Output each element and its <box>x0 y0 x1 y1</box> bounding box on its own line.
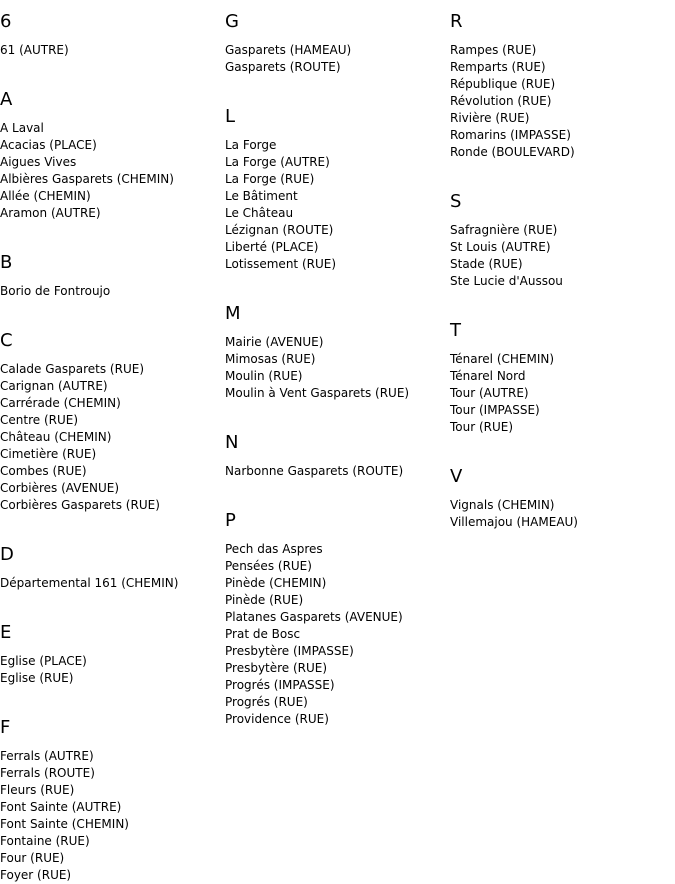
street-item: Centre (RUE) <box>0 413 79 427</box>
index-column-1 <box>0 0 220 884</box>
street-list <box>0 283 220 300</box>
street-list <box>450 222 670 290</box>
street-item: Acacias (PLACE) <box>0 138 97 152</box>
letter-heading: L <box>225 106 236 127</box>
street-list <box>225 42 445 76</box>
street-item: Pinède (RUE) <box>225 593 304 607</box>
letter-heading: C <box>0 330 13 351</box>
letter-group <box>225 433 445 480</box>
group-spacer <box>225 273 445 292</box>
letter-heading: F <box>0 717 11 738</box>
street-item: Aramon (AUTRE) <box>0 206 101 220</box>
street-item: Ferrals (AUTRE) <box>0 749 94 763</box>
street-list <box>0 575 220 592</box>
street-item: La Forge <box>225 138 277 152</box>
street-item: Presbytère (IMPASSE) <box>225 644 354 658</box>
street-item: Eglise (PLACE) <box>0 654 87 668</box>
street-item: Albières Gasparets (CHEMIN) <box>0 172 174 186</box>
street-item: Corbières Gasparets (RUE) <box>0 498 160 512</box>
street-item: Progrés (IMPASSE) <box>225 678 335 692</box>
street-item: La Forge (AUTRE) <box>225 155 330 169</box>
street-item: Rampes (RUE) <box>450 43 537 57</box>
street-item: Remparts (RUE) <box>450 60 546 74</box>
letter-group <box>0 90 220 222</box>
street-item: Château (CHEMIN) <box>0 430 112 444</box>
street-item: Combes (RUE) <box>0 464 87 478</box>
street-item: Ste Lucie d'Aussou <box>450 274 563 288</box>
street-item: Lézignan (ROUTE) <box>225 223 334 237</box>
group-spacer <box>225 480 445 499</box>
street-item: Tour (IMPASSE) <box>450 403 540 417</box>
letter-heading: B <box>0 252 13 273</box>
street-item: Platanes Gasparets (AVENUE) <box>225 610 403 624</box>
street-item: Prat de Bosc <box>225 627 301 641</box>
letter-heading: G <box>225 11 239 32</box>
street-list <box>225 463 445 480</box>
letter-heading: S <box>450 191 462 212</box>
street-item: Font Sainte (AUTRE) <box>0 800 122 814</box>
letter-group <box>0 253 220 300</box>
street-item: Stade (RUE) <box>450 257 523 271</box>
street-item: Moulin à Vent Gasparets (RUE) <box>225 386 410 400</box>
street-item: Villemajou (HAMEAU) <box>450 515 578 529</box>
letter-group <box>0 331 220 514</box>
street-item: Allée (CHEMIN) <box>0 189 91 203</box>
group-spacer <box>0 222 220 241</box>
group-spacer <box>225 76 445 95</box>
street-item: Safragnière (RUE) <box>450 223 558 237</box>
street-item: Ferrals (ROUTE) <box>0 766 95 780</box>
street-item: Pinède (CHEMIN) <box>225 576 327 590</box>
index-column-3 <box>450 0 670 531</box>
street-item: Providence (RUE) <box>225 712 329 726</box>
street-item: Départemental 161 (CHEMIN) <box>0 576 179 590</box>
letter-heading: N <box>225 432 239 453</box>
street-item: Le Château <box>225 206 294 220</box>
street-list <box>450 351 670 436</box>
street-item: Pensées (RUE) <box>225 559 312 573</box>
street-list <box>0 748 220 884</box>
street-item: La Forge (RUE) <box>225 172 315 186</box>
street-item: Foyer (RUE) <box>0 868 72 882</box>
street-item: Borio de Fontroujo <box>0 284 111 298</box>
letter-group <box>0 718 220 884</box>
street-item: Lotissement (RUE) <box>225 257 337 271</box>
group-spacer <box>450 290 670 309</box>
street-item: République (RUE) <box>450 77 556 91</box>
street-item: St Louis (AUTRE) <box>450 240 551 254</box>
street-item: Presbytère (RUE) <box>225 661 328 675</box>
street-item: Ronde (BOULEVARD) <box>450 145 575 159</box>
group-spacer <box>450 161 670 180</box>
street-item: Narbonne Gasparets (ROUTE) <box>225 464 404 478</box>
street-list <box>450 42 670 161</box>
street-item: Font Sainte (CHEMIN) <box>0 817 129 831</box>
letter-group <box>450 12 670 161</box>
street-item: Ténarel Nord <box>450 369 526 383</box>
street-item: Mimosas (RUE) <box>225 352 316 366</box>
street-item: Eglise (RUE) <box>0 671 74 685</box>
letter-group <box>0 623 220 687</box>
street-list <box>0 361 220 514</box>
street-item: Cimetière (RUE) <box>0 447 97 461</box>
street-item: Aigues Vives <box>0 155 77 169</box>
street-item: Mairie (AVENUE) <box>225 335 324 349</box>
letter-group <box>225 12 445 76</box>
street-item: Liberté (PLACE) <box>225 240 319 254</box>
index-column-2 <box>225 0 445 728</box>
street-item: Tour (RUE) <box>450 420 514 434</box>
group-spacer <box>0 592 220 611</box>
letter-heading: E <box>0 622 12 643</box>
street-list <box>450 497 670 531</box>
street-item: Progrés (RUE) <box>225 695 308 709</box>
letter-heading: A <box>0 89 13 110</box>
letter-group <box>225 107 445 273</box>
letter-heading: T <box>450 320 461 341</box>
street-item: 61 (AUTRE) <box>0 43 69 57</box>
letter-heading: M <box>225 303 241 324</box>
letter-group <box>450 467 670 531</box>
group-spacer <box>0 59 220 78</box>
letter-heading: 6 <box>0 11 12 32</box>
street-item: Le Bâtiment <box>225 189 298 203</box>
street-list <box>225 137 445 273</box>
street-item: Vignals (CHEMIN) <box>450 498 555 512</box>
street-item: Fleurs (RUE) <box>0 783 75 797</box>
street-item: Gasparets (ROUTE) <box>225 60 341 74</box>
street-item: Four (RUE) <box>0 851 65 865</box>
group-spacer <box>450 436 670 455</box>
letter-heading: P <box>225 510 236 531</box>
street-item: Ténarel (CHEMIN) <box>450 352 555 366</box>
street-item: Gasparets (HAMEAU) <box>225 43 352 57</box>
street-list <box>0 42 220 59</box>
group-spacer <box>225 402 445 421</box>
letter-group <box>0 12 220 59</box>
street-item: Tour (AUTRE) <box>450 386 529 400</box>
letter-heading: V <box>450 466 463 487</box>
letter-group <box>225 304 445 402</box>
street-item: Fontaine (RUE) <box>0 834 90 848</box>
street-item: Moulin (RUE) <box>225 369 303 383</box>
letter-group <box>0 545 220 592</box>
street-list <box>225 334 445 402</box>
letter-heading: R <box>450 11 463 32</box>
group-spacer <box>0 300 220 319</box>
street-item: Carrérade (CHEMIN) <box>0 396 121 410</box>
letter-group <box>225 511 445 728</box>
street-item: Calade Gasparets (RUE) <box>0 362 144 376</box>
street-list <box>225 541 445 728</box>
letter-group <box>450 192 670 290</box>
street-item: Rivière (RUE) <box>450 111 530 125</box>
street-item: Révolution (RUE) <box>450 94 552 108</box>
street-list <box>0 653 220 687</box>
letter-heading: D <box>0 544 14 565</box>
street-list <box>0 120 220 222</box>
street-item: Carignan (AUTRE) <box>0 379 108 393</box>
street-item: Corbières (AVENUE) <box>0 481 120 495</box>
street-item: A Laval <box>0 121 44 135</box>
group-spacer <box>0 687 220 706</box>
letter-group <box>450 321 670 436</box>
street-item: Romarins (IMPASSE) <box>450 128 571 142</box>
group-spacer <box>0 514 220 533</box>
street-item: Pech das Aspres <box>225 542 323 556</box>
